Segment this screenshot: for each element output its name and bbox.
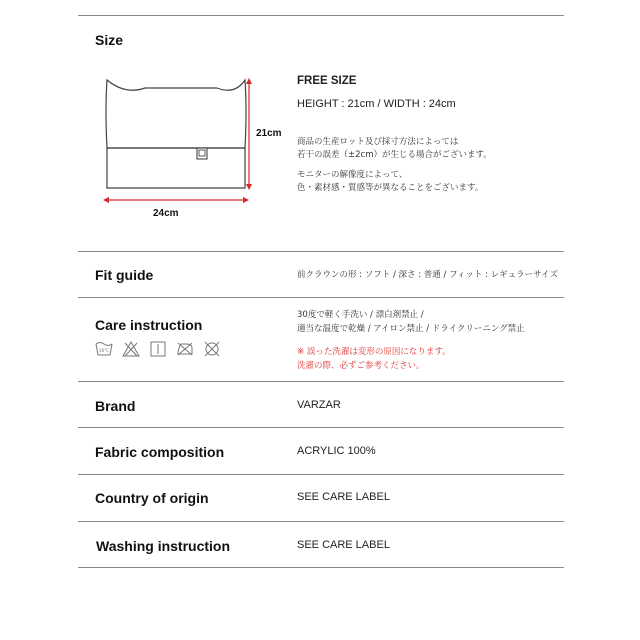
hand-wash-icon (95, 341, 113, 357)
fit-guide-value: 前クラウンの形 : ソフト / 深さ : 普通 / フィット : レギュラーサイズ (297, 270, 558, 280)
divider-bottom (78, 567, 564, 568)
divider-washing (78, 521, 564, 522)
height-label: 21cm (256, 128, 282, 139)
care-icons (95, 341, 225, 359)
size-note-2-line-2: 色・素材感・質感等が異なることをございます。 (297, 183, 484, 193)
divider-brand (78, 381, 564, 382)
size-note-1-line-1: 商品の生産ロット及び採寸方法によっては (297, 137, 459, 147)
care-label: Care instruction (95, 317, 203, 333)
divider-top (78, 15, 564, 16)
size-name: FREE SIZE (297, 75, 357, 87)
origin-value: SEE CARE LABEL (297, 491, 390, 503)
fabric-label: Fabric composition (95, 444, 225, 460)
fit-guide-label: Fit guide (95, 267, 154, 283)
no-bleach-icon (122, 341, 140, 357)
beanie-outline (106, 80, 246, 148)
size-dimensions: HEIGHT : 21cm / WIDTH : 24cm (297, 98, 456, 110)
beanie-cuff (107, 148, 245, 188)
washing-value: SEE CARE LABEL (297, 539, 390, 551)
size-note-2-line-1: モニターの解像度によって、 (297, 170, 408, 180)
size-note-1-line-2: 若干の誤差（±2cm）が生じる場合がございます。 (297, 150, 492, 160)
divider-care (78, 297, 564, 298)
care-line-2: 適当な温度で乾燥 / アイロン禁止 / ドライクリーニング禁止 (297, 324, 525, 334)
care-line-1: 30度で軽く手洗い / 漂白剤禁止 / (297, 310, 424, 320)
width-label: 24cm (153, 208, 179, 219)
divider-fit (78, 251, 564, 252)
care-warning-2: 洗濯の際、必ずご参考ください。 (297, 361, 425, 371)
divider-origin (78, 474, 564, 475)
brand-label: Brand (95, 398, 136, 414)
size-title: Size (95, 32, 124, 48)
brand-value: VARZAR (297, 399, 341, 411)
no-iron-icon (176, 341, 194, 357)
washing-label: Washing instruction (96, 538, 231, 554)
divider-fabric (78, 427, 564, 428)
care-warning-1: ※ 誤った洗濯は変形の原因になります。 (297, 347, 451, 357)
no-dry-clean-icon (203, 341, 221, 357)
dry-icon (149, 341, 167, 357)
origin-label: Country of origin (95, 490, 209, 506)
wash-temp-mark: 30°C (99, 348, 109, 353)
fabric-value: ACRYLIC 100% (297, 445, 376, 457)
beanie-diagram (95, 70, 295, 220)
